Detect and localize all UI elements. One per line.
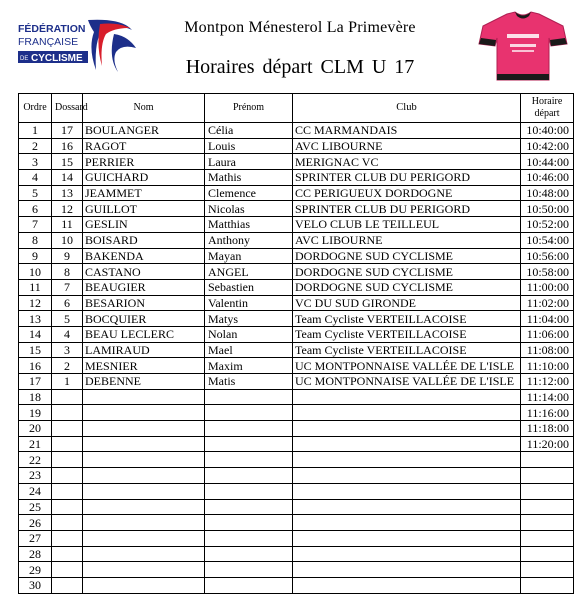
cell-ordre: 21 <box>19 436 52 452</box>
cell-club: UC MONTPONNAISE VALLÉE DE L'ISLE <box>293 358 521 374</box>
cell-ordre: 4 <box>19 170 52 186</box>
cell-ordre: 7 <box>19 217 52 233</box>
cell-club: VC DU SUD GIRONDE <box>293 295 521 311</box>
cell-club: SPRINTER CLUB DU PERIGORD <box>293 170 521 186</box>
cell-nom: LAMIRAUD <box>83 342 205 358</box>
cell-nom: PERRIER <box>83 154 205 170</box>
cell-club: DORDOGNE SUD CYCLISME <box>293 279 521 295</box>
cell-dossard <box>52 562 83 578</box>
cell-dossard: 13 <box>52 185 83 201</box>
cell-club: DORDOGNE SUD CYCLISME <box>293 248 521 264</box>
cell-nom <box>83 577 205 593</box>
cell-club <box>293 483 521 499</box>
cell-nom: GUILLOT <box>83 201 205 217</box>
cell-dossard: 1 <box>52 374 83 390</box>
cell-nom: BAKENDA <box>83 248 205 264</box>
cell-heure <box>521 562 574 578</box>
cell-heure: 11:20:00 <box>521 436 574 452</box>
cell-prenom: Matis <box>205 374 293 390</box>
cell-ordre: 27 <box>19 530 52 546</box>
cell-dossard: 11 <box>52 217 83 233</box>
cell-ordre: 17 <box>19 374 52 390</box>
table-row <box>19 342 574 358</box>
cell-nom <box>83 562 205 578</box>
cell-club: UC MONTPONNAISE VALLÉE DE L'ISLE <box>293 374 521 390</box>
cell-heure: 10:48:00 <box>521 185 574 201</box>
cell-nom: BEAUGIER <box>83 279 205 295</box>
cell-heure <box>521 530 574 546</box>
table-row <box>19 311 574 327</box>
cell-dossard <box>52 546 83 562</box>
cell-heure: 10:44:00 <box>521 154 574 170</box>
cell-ordre: 24 <box>19 483 52 499</box>
cell-club: DORDOGNE SUD CYCLISME <box>293 264 521 280</box>
table-row <box>19 295 574 311</box>
cell-nom: BOISARD <box>83 232 205 248</box>
cell-club: VELO CLUB LE TEILLEUL <box>293 217 521 233</box>
logo-line3: CYCLISME <box>31 53 83 64</box>
cell-nom: BESARION <box>83 295 205 311</box>
cell-dossard <box>52 499 83 515</box>
cell-heure <box>521 468 574 484</box>
cell-club: AVC LIBOURNE <box>293 232 521 248</box>
cell-nom: MESNIER <box>83 358 205 374</box>
cell-ordre: 10 <box>19 264 52 280</box>
cell-heure: 11:14:00 <box>521 389 574 405</box>
table-header-row <box>19 94 574 123</box>
cell-prenom: Clemence <box>205 185 293 201</box>
cell-nom <box>83 389 205 405</box>
cell-prenom: Valentin <box>205 295 293 311</box>
cell-prenom <box>205 389 293 405</box>
cell-dossard: 9 <box>52 248 83 264</box>
cell-dossard: 8 <box>52 264 83 280</box>
cell-nom <box>83 530 205 546</box>
cell-heure: 10:54:00 <box>521 232 574 248</box>
table-row <box>19 562 574 578</box>
table-row <box>19 123 574 139</box>
cell-club <box>293 436 521 452</box>
cell-prenom <box>205 436 293 452</box>
cell-prenom <box>205 499 293 515</box>
cell-ordre: 18 <box>19 389 52 405</box>
table-row <box>19 170 574 186</box>
cell-ordre: 23 <box>19 468 52 484</box>
cell-dossard: 3 <box>52 342 83 358</box>
cell-dossard: 5 <box>52 311 83 327</box>
table-row <box>19 138 574 154</box>
cell-prenom <box>205 483 293 499</box>
cell-prenom <box>205 562 293 578</box>
cell-nom: BOULANGER <box>83 123 205 139</box>
cell-prenom <box>205 577 293 593</box>
cell-ordre: 11 <box>19 279 52 295</box>
cell-club <box>293 405 521 421</box>
cell-nom <box>83 452 205 468</box>
cell-prenom: Maxim <box>205 358 293 374</box>
cell-heure: 11:10:00 <box>521 358 574 374</box>
cell-dossard: 14 <box>52 170 83 186</box>
cell-club: CC MARMANDAIS <box>293 123 521 139</box>
cell-club <box>293 546 521 562</box>
event-title: Montpon Ménesterol La Primevère <box>184 19 416 36</box>
cell-heure <box>521 499 574 515</box>
cell-ordre: 20 <box>19 421 52 437</box>
table-row <box>19 279 574 295</box>
cell-dossard: 15 <box>52 154 83 170</box>
cell-prenom: Matthias <box>205 217 293 233</box>
cell-nom <box>83 483 205 499</box>
cell-nom <box>83 499 205 515</box>
cell-club <box>293 499 521 515</box>
cell-club: AVC LIBOURNE <box>293 138 521 154</box>
cell-heure: 10:52:00 <box>521 217 574 233</box>
cell-dossard <box>52 577 83 593</box>
cell-nom: CASTANO <box>83 264 205 280</box>
cell-heure: 11:04:00 <box>521 311 574 327</box>
cell-heure: 11:02:00 <box>521 295 574 311</box>
cell-club: CC PERIGUEUX DORDOGNE <box>293 185 521 201</box>
cell-dossard <box>52 515 83 531</box>
cell-heure <box>521 515 574 531</box>
cell-club: Team Cycliste VERTEILLACOISE <box>293 342 521 358</box>
cell-prenom: Célia <box>205 123 293 139</box>
table-row <box>19 217 574 233</box>
cell-nom <box>83 546 205 562</box>
table-row <box>19 326 574 342</box>
cell-ordre: 15 <box>19 342 52 358</box>
cell-prenom: Sebastien <box>205 279 293 295</box>
cell-dossard <box>52 530 83 546</box>
logo-line2: FRANÇAISE <box>18 36 79 48</box>
table-row <box>19 154 574 170</box>
cell-ordre: 12 <box>19 295 52 311</box>
cell-club <box>293 530 521 546</box>
table-row <box>19 468 574 484</box>
cell-ordre: 25 <box>19 499 52 515</box>
table-row <box>19 185 574 201</box>
cell-prenom <box>205 530 293 546</box>
col-header-horaire <box>521 94 574 123</box>
cell-club <box>293 515 521 531</box>
cell-ordre: 3 <box>19 154 52 170</box>
cell-dossard: 6 <box>52 295 83 311</box>
cell-prenom <box>205 405 293 421</box>
cell-heure: 10:56:00 <box>521 248 574 264</box>
cell-nom <box>83 468 205 484</box>
table-row <box>19 232 574 248</box>
table-row <box>19 358 574 374</box>
cell-prenom <box>205 515 293 531</box>
cell-dossard <box>52 452 83 468</box>
table-row <box>19 436 574 452</box>
table-row <box>19 577 574 593</box>
cell-ordre: 1 <box>19 123 52 139</box>
cell-heure <box>521 483 574 499</box>
col-header-horaire-line1: Horaire <box>531 96 563 107</box>
cell-ordre: 28 <box>19 546 52 562</box>
logo-line1: FÉDÉRATION <box>18 23 86 35</box>
cell-ordre: 26 <box>19 515 52 531</box>
table-row <box>19 483 574 499</box>
cell-prenom <box>205 421 293 437</box>
cell-heure: 11:12:00 <box>521 374 574 390</box>
cell-dossard <box>52 405 83 421</box>
table-row <box>19 421 574 437</box>
cell-ordre: 16 <box>19 358 52 374</box>
cell-prenom: Louis <box>205 138 293 154</box>
cell-dossard: 2 <box>52 358 83 374</box>
cell-dossard: 4 <box>52 326 83 342</box>
cell-club <box>293 389 521 405</box>
cell-prenom: Nolan <box>205 326 293 342</box>
cell-club <box>293 468 521 484</box>
cell-ordre: 5 <box>19 185 52 201</box>
cell-club <box>293 421 521 437</box>
cell-dossard <box>52 468 83 484</box>
cell-ordre: 19 <box>19 405 52 421</box>
cell-nom <box>83 421 205 437</box>
cell-nom <box>83 515 205 531</box>
start-order-table <box>18 93 574 594</box>
cell-ordre: 13 <box>19 311 52 327</box>
col-header-nom: Nom <box>83 94 205 123</box>
cell-heure <box>521 546 574 562</box>
cell-nom <box>83 436 205 452</box>
table-row <box>19 201 574 217</box>
table-row <box>19 389 574 405</box>
cell-prenom: Nicolas <box>205 201 293 217</box>
cell-club <box>293 562 521 578</box>
cell-ordre: 8 <box>19 232 52 248</box>
cell-nom: JEAMMET <box>83 185 205 201</box>
cell-dossard <box>52 436 83 452</box>
cell-heure: 10:42:00 <box>521 138 574 154</box>
table-row <box>19 264 574 280</box>
col-header-prenom: Prénom <box>205 94 293 123</box>
cell-nom: DEBENNE <box>83 374 205 390</box>
cell-ordre: 29 <box>19 562 52 578</box>
cell-dossard <box>52 483 83 499</box>
col-header-dossard: Dossard <box>52 94 83 123</box>
cell-club: SPRINTER CLUB DU PERIGORD <box>293 201 521 217</box>
cell-prenom <box>205 452 293 468</box>
col-header-ordre: Ordre <box>19 94 52 123</box>
cell-ordre: 30 <box>19 577 52 593</box>
cell-dossard: 10 <box>52 232 83 248</box>
cell-ordre: 2 <box>19 138 52 154</box>
cell-prenom: Mathis <box>205 170 293 186</box>
cell-prenom <box>205 546 293 562</box>
table-row <box>19 499 574 515</box>
cell-club <box>293 577 521 593</box>
cell-club <box>293 452 521 468</box>
cell-prenom: ANGEL <box>205 264 293 280</box>
cell-dossard: 17 <box>52 123 83 139</box>
cell-heure: 10:50:00 <box>521 201 574 217</box>
col-header-club: Club <box>293 94 521 123</box>
cell-nom: BEAU LECLERC <box>83 326 205 342</box>
logo-line3-prefix: DE <box>20 56 29 62</box>
cell-club: Team Cycliste VERTEILLACOISE <box>293 326 521 342</box>
cell-dossard: 12 <box>52 201 83 217</box>
table-row <box>19 374 574 390</box>
cell-ordre: 14 <box>19 326 52 342</box>
cell-heure: 11:18:00 <box>521 421 574 437</box>
cell-heure: 11:00:00 <box>521 279 574 295</box>
table-row <box>19 546 574 562</box>
cell-heure: 10:58:00 <box>521 264 574 280</box>
cell-heure: 11:16:00 <box>521 405 574 421</box>
cell-nom: GESLIN <box>83 217 205 233</box>
cell-club: MERIGNAC VC <box>293 154 521 170</box>
cell-prenom: Laura <box>205 154 293 170</box>
col-header-horaire-line2: départ <box>534 108 560 119</box>
cell-nom <box>83 405 205 421</box>
cell-dossard <box>52 421 83 437</box>
cell-prenom: Mayan <box>205 248 293 264</box>
table-row <box>19 248 574 264</box>
cell-dossard <box>52 389 83 405</box>
table-row <box>19 515 574 531</box>
cell-ordre: 9 <box>19 248 52 264</box>
cell-prenom: Anthony <box>205 232 293 248</box>
table-row <box>19 452 574 468</box>
cell-heure: 11:08:00 <box>521 342 574 358</box>
cell-prenom <box>205 468 293 484</box>
cell-prenom: Mael <box>205 342 293 358</box>
cell-prenom: Matys <box>205 311 293 327</box>
table-row <box>19 405 574 421</box>
table-row <box>19 530 574 546</box>
cell-heure <box>521 452 574 468</box>
cell-heure: 11:06:00 <box>521 326 574 342</box>
cell-dossard: 16 <box>52 138 83 154</box>
page-title: Horaires départ CLM U 17 <box>185 56 415 78</box>
cell-heure: 10:40:00 <box>521 123 574 139</box>
cell-heure <box>521 577 574 593</box>
cell-nom: BOCQUIER <box>83 311 205 327</box>
cell-club: Team Cycliste VERTEILLACOISE <box>293 311 521 327</box>
cell-dossard: 7 <box>52 279 83 295</box>
cell-ordre: 22 <box>19 452 52 468</box>
cell-nom: RAGOT <box>83 138 205 154</box>
cell-ordre: 6 <box>19 201 52 217</box>
cell-heure: 10:46:00 <box>521 170 574 186</box>
cell-nom: GUICHARD <box>83 170 205 186</box>
